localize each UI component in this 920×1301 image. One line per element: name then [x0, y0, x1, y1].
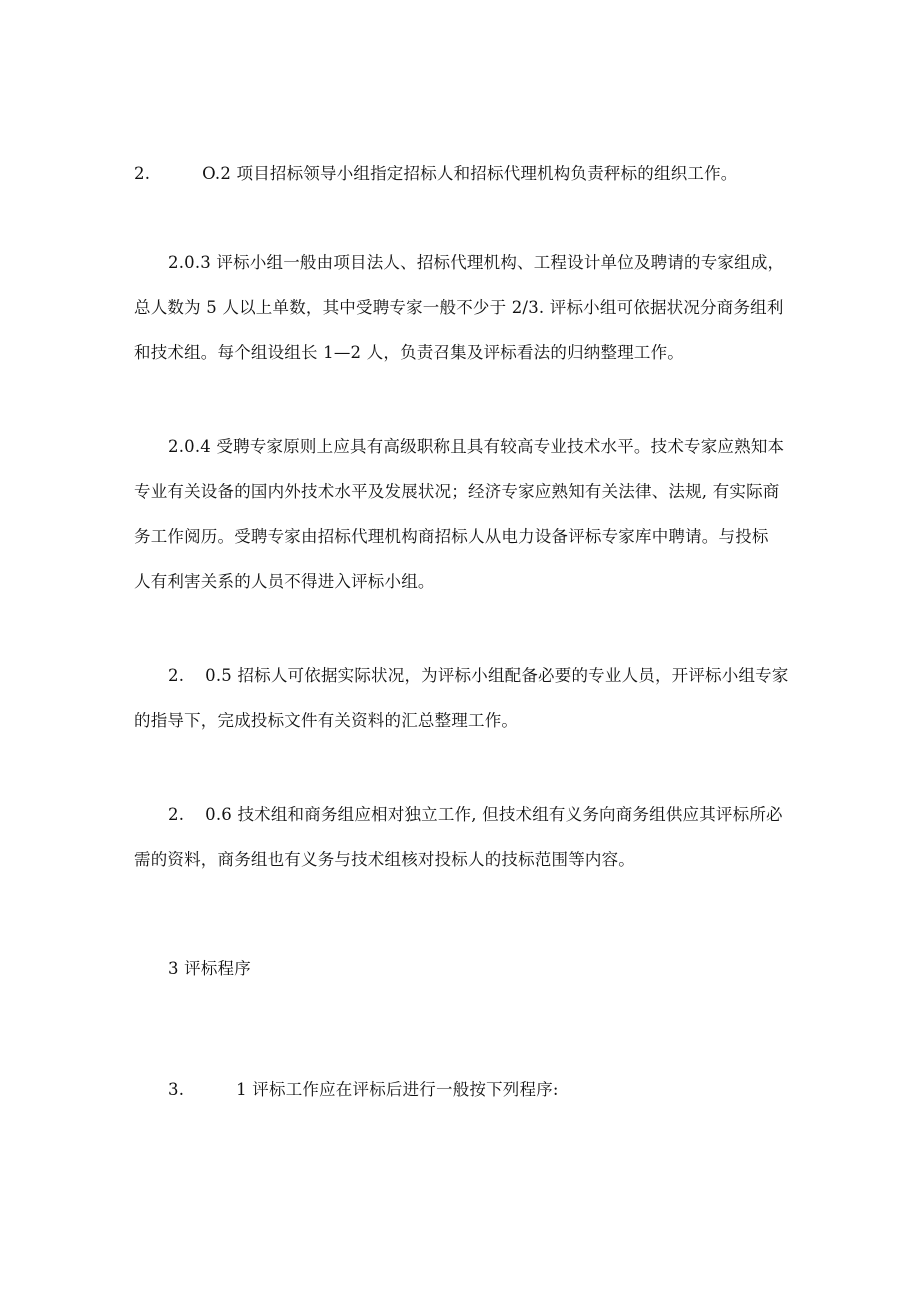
paragraph-2-0-4-line-2: 专业有关设备的国内外技术水平及发展状况；经济专家应熟知有关法律、法规, 有实际商 — [134, 482, 780, 501]
paragraph-text: O.2 项目招标领导小组指定招标人和招标代理机构负责秤标的组织工作。 — [202, 164, 738, 183]
paragraph-2-0-4-line-1: 2.0.4 受聘专家原则上应具有高级职称且具有较高专业技术水平。技术专家应熟知本 — [168, 437, 785, 456]
paragraph-text: 0.5 招标人可依据实际状况，为评标小组配备必要的专业人员，开评标小组专家 — [205, 666, 789, 685]
paragraph-2-0-3-line-3: 和技术组。每个组设组长 1—2 人，负责召集及评标看法的归纳整理工作。 — [134, 343, 684, 362]
section-heading-3: 3 评标程序 — [168, 959, 251, 978]
paragraph-text: 1 评标工作应在评标后进行一般按下列程序: — [236, 1080, 559, 1099]
paragraph-number: 2. — [168, 666, 185, 685]
paragraph-number: 2. — [168, 805, 185, 824]
paragraph-2-0-3-line-2: 总人数为 5 人以上单数，其中受聘专家一般不少于 2/3. 评标小组可依据状况分商务组利 — [134, 298, 784, 317]
paragraph-number: 3. — [168, 1080, 185, 1099]
paragraph-2-0-4-line-4: 人有利害关系的人员不得进入评标小组。 — [134, 572, 435, 591]
paragraph-2-0-5-line-1 — [168, 668, 789, 685]
paragraph-2-0-3-line-1: 2.0.3 评标小组一般由项目法人、招标代理机构、工程设计单位及聘请的专家组成， — [168, 253, 785, 272]
paragraph-2-0-6-line-1 — [168, 807, 783, 824]
paragraph-2-0-5-line-2: 的指导下，完成投标文件有关资料的汇总整理工作。 — [134, 711, 519, 730]
paragraph-3-1 — [168, 1082, 559, 1099]
paragraph-number: 2. — [134, 164, 151, 183]
paragraph-text: 0.6 技术组和商务组应相对独立工作, 但技术组有义务向商务组供应其评标所必 — [205, 805, 783, 824]
paragraph-2-0-4-line-3: 务工作阅历。受聘专家由招标代理机构商招标人从电力设备评标专家库中聘请。与投标 — [134, 527, 769, 546]
paragraph-2-0-2 — [134, 166, 738, 183]
paragraph-2-0-6-line-2: 需的资料，商务组也有义务与技术组核对投标人的技标范围等内容。 — [134, 850, 635, 869]
